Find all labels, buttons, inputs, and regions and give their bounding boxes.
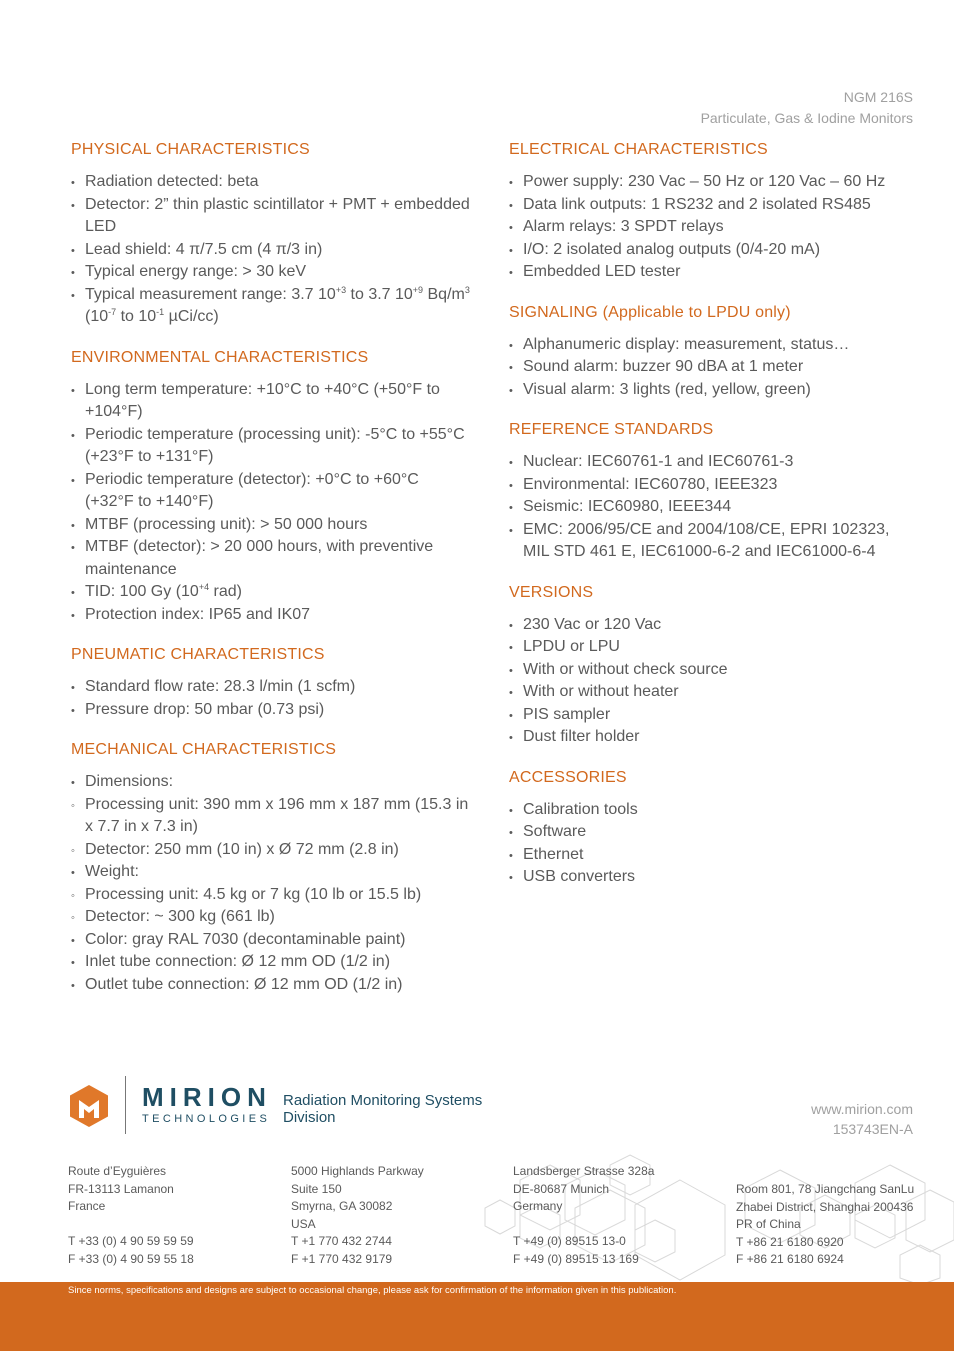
list-item: • Lead shield: 4 π/7.5 cm (4 π/3 in): [71, 239, 471, 262]
product-code: NGM 216S: [843, 89, 913, 105]
section-title: PNEUMATIC CHARACTERISTICS: [71, 646, 325, 663]
environmental-section: [71, 348, 471, 627]
mirion-logo: [68, 1076, 498, 1136]
address-usa: 5000 Highlands Parkway Suite 150 Smyrna, GA 30082 USA T +1 770 432 2744 F +1 770 432 9179: [291, 1163, 424, 1268]
list-item: • Ethernet: [509, 844, 909, 867]
brand-name: MIRION: [142, 1082, 272, 1112]
address-germany: Landsberger Strasse 328a DE-80687 Munich Germany T +49 (0) 89515 13-0 F +49 (0) 89515 13 169: [513, 1163, 654, 1268]
logo-divider: [125, 1076, 126, 1134]
sub-list-item: ◦ Detector: 250 mm (10 in) x Ø 72 mm (2.8 in): [71, 839, 471, 862]
list-item: • Periodic temperature (detector): +0°C to +60°C (+32°F to +140°F): [71, 469, 471, 514]
list-item: • Sound alarm: buzzer 90 dBA at 1 meter: [509, 356, 909, 379]
list-item: • Seismic: IEC60980, IEEE344: [509, 496, 909, 519]
document-header: [701, 87, 913, 129]
list-item: • Calibration tools: [509, 799, 909, 822]
disclaimer-text: Since norms, specifications and designs are subject to occasional change, please ask for confirmation of the information given in this publication.: [68, 1285, 677, 1296]
right-column: [509, 140, 909, 908]
list-item: • Radiation detected: beta: [71, 171, 471, 194]
fax-number: F +86 21 6180 6924: [736, 1252, 844, 1266]
fax-number: F +1 770 432 9179: [291, 1251, 393, 1266]
list-item: • PIS sampler: [509, 704, 909, 727]
list-item: • Dimensions:: [71, 771, 471, 794]
phone-number: T +33 (0) 4 90 59 59 59: [68, 1234, 194, 1248]
division-name: Radiation Monitoring Systems Division: [283, 1092, 483, 1126]
list-item: • Embedded LED tester: [509, 261, 909, 284]
section-title: VERSIONS: [509, 583, 594, 601]
accessories-section: [509, 768, 909, 889]
section-title: MECHANICAL CHARACTERISTICS: [71, 741, 337, 758]
sub-list-item: ◦ Detector: ~ 300 kg (661 lb): [71, 906, 471, 929]
sub-list-item: ◦ Processing unit: 4.5 kg or 7 kg (10 lb or 15.5 lb): [71, 884, 471, 907]
list-item: • Weight:: [71, 861, 471, 884]
list-item: • Standard flow rate: 28.3 l/min (1 scfm): [71, 676, 471, 699]
section-title: ELECTRICAL CHARACTERISTICS: [509, 141, 768, 158]
list-item: • With or without heater: [509, 681, 909, 704]
list-item: • Typical measurement range: 3.7 $10^{+3}$ to 3.7 $10^{+9}$ $Bq/m^3$ ($10^{-7}$ to $10^{-1}$ µCi/cc): [71, 284, 471, 329]
versions-section: [509, 583, 909, 749]
list-item: • Dust filter holder: [509, 726, 909, 749]
footer-bar: [0, 1282, 954, 1351]
list-item: • Long term temperature: +10°C to +40°C (+50°F to +104°F): [71, 379, 471, 424]
list-item: • Alphanumeric display: measurement, status…: [509, 334, 909, 357]
product-subtitle: Particulate, Gas & Iodine Monitors: [700, 110, 913, 126]
document-reference: 153743EN-A: [832, 1121, 913, 1137]
list-item: • With or without check source: [509, 659, 909, 682]
list-item: • Software: [509, 821, 909, 844]
list-item: • Typical energy range: > 30 keV: [71, 261, 471, 284]
section-title: SIGNALING (Applicable to LPDU only): [509, 303, 791, 321]
phone-number: T +49 (0) 89515 13-0: [513, 1234, 626, 1248]
pneumatic-section: [71, 645, 471, 721]
list-item: • TID: 100 Gy ($10^{+4}$ rad): [71, 581, 471, 604]
section-title: REFERENCE STANDARDS: [509, 421, 714, 438]
list-item: • Detector: 2” thin plastic scintillator + PMT + embedded LED: [71, 194, 471, 239]
physical-section: [71, 140, 471, 329]
list-item: • MTBF (detector): > 20 000 hours, with preventive maintenance: [71, 536, 471, 581]
list-item: • Outlet tube connection: Ø 12 mm OD (1/2 in): [71, 974, 471, 997]
sub-list-item: ◦ Processing unit: 390 mm x 196 mm x 187 mm (15.3 in x 7.7 in x 7.3 in): [71, 794, 471, 839]
brand-subtitle: TECHNOLOGIES: [142, 1113, 271, 1125]
list-item: • Protection index: IP65 and IK07: [71, 604, 471, 627]
fax-number: F +33 (0) 4 90 59 55 18: [68, 1251, 194, 1266]
list-item: • Alarm relays: 3 SPDT relays: [509, 216, 909, 239]
mechanical-section: [71, 740, 471, 996]
list-item: • I/O: 2 isolated analog outputs (0/4-20 mA): [509, 239, 909, 262]
list-item: • 230 Vac or 120 Vac: [509, 614, 909, 637]
standards-section: [509, 420, 909, 564]
section-title: ACCESSORIES: [509, 768, 627, 786]
list-item: • Color: gray RAL 7030 (decontaminable paint): [71, 929, 471, 952]
list-item: • LPDU or LPU: [509, 636, 909, 659]
electrical-section: [509, 140, 909, 284]
mirion-hexagon-icon: [68, 1084, 110, 1128]
address-france: Route d’Eyguières FR-13113 Lamanon France T +33 (0) 4 90 59 59 59 F +33 (0) 4 90 59 55 18: [68, 1163, 194, 1268]
fax-number: F +49 (0) 89515 13 169: [513, 1251, 639, 1266]
section-title: PHYSICAL CHARACTERISTICS: [71, 141, 310, 158]
left-column: [71, 140, 471, 1015]
signaling-section: [509, 303, 909, 402]
list-item: • EMC: 2006/95/CE and 2004/108/CE, EPRI 102323, MIL STD 461 E, IEC61000-6-2 and IEC61000-6-4: [509, 519, 909, 564]
list-item: • Inlet tube connection: Ø 12 mm OD (1/2 in): [71, 951, 471, 974]
list-item: • Data link outputs: 1 RS232 and 2 isolated RS485: [509, 194, 909, 217]
phone-number: T +86 21 6180 6920: [736, 1234, 844, 1249]
contact-info: [811, 1099, 913, 1139]
list-item: • Visual alarm: 3 lights (red, yellow, green): [509, 379, 909, 402]
list-item: • Nuclear: IEC60761-1 and IEC60761-3: [509, 451, 909, 474]
website-link[interactable]: www.mirion.com: [811, 1101, 913, 1117]
section-title: ENVIRONMENTAL CHARACTERISTICS: [71, 348, 369, 366]
list-item: • MTBF (processing unit): > 50 000 hours: [71, 514, 471, 537]
list-item: • Pressure drop: 50 mbar (0.73 psi): [71, 699, 471, 722]
address-china: Room 801, 78 Jiangchang SanLu Zhabei District, Shanghai 200436 PR of China T +86 21 6180 6920 F +86 21 6180 6924: [736, 1181, 914, 1269]
list-item: • Environmental: IEC60780, IEEE323: [509, 474, 909, 497]
list-item: • USB converters: [509, 866, 909, 889]
list-item: • Power supply: 230 Vac – 50 Hz or 120 Vac – 60 Hz: [509, 171, 909, 194]
list-item: • Periodic temperature (processing unit): -5°C to +55°C (+23°F to +131°F): [71, 424, 471, 469]
phone-number: T +1 770 432 2744: [291, 1234, 392, 1248]
